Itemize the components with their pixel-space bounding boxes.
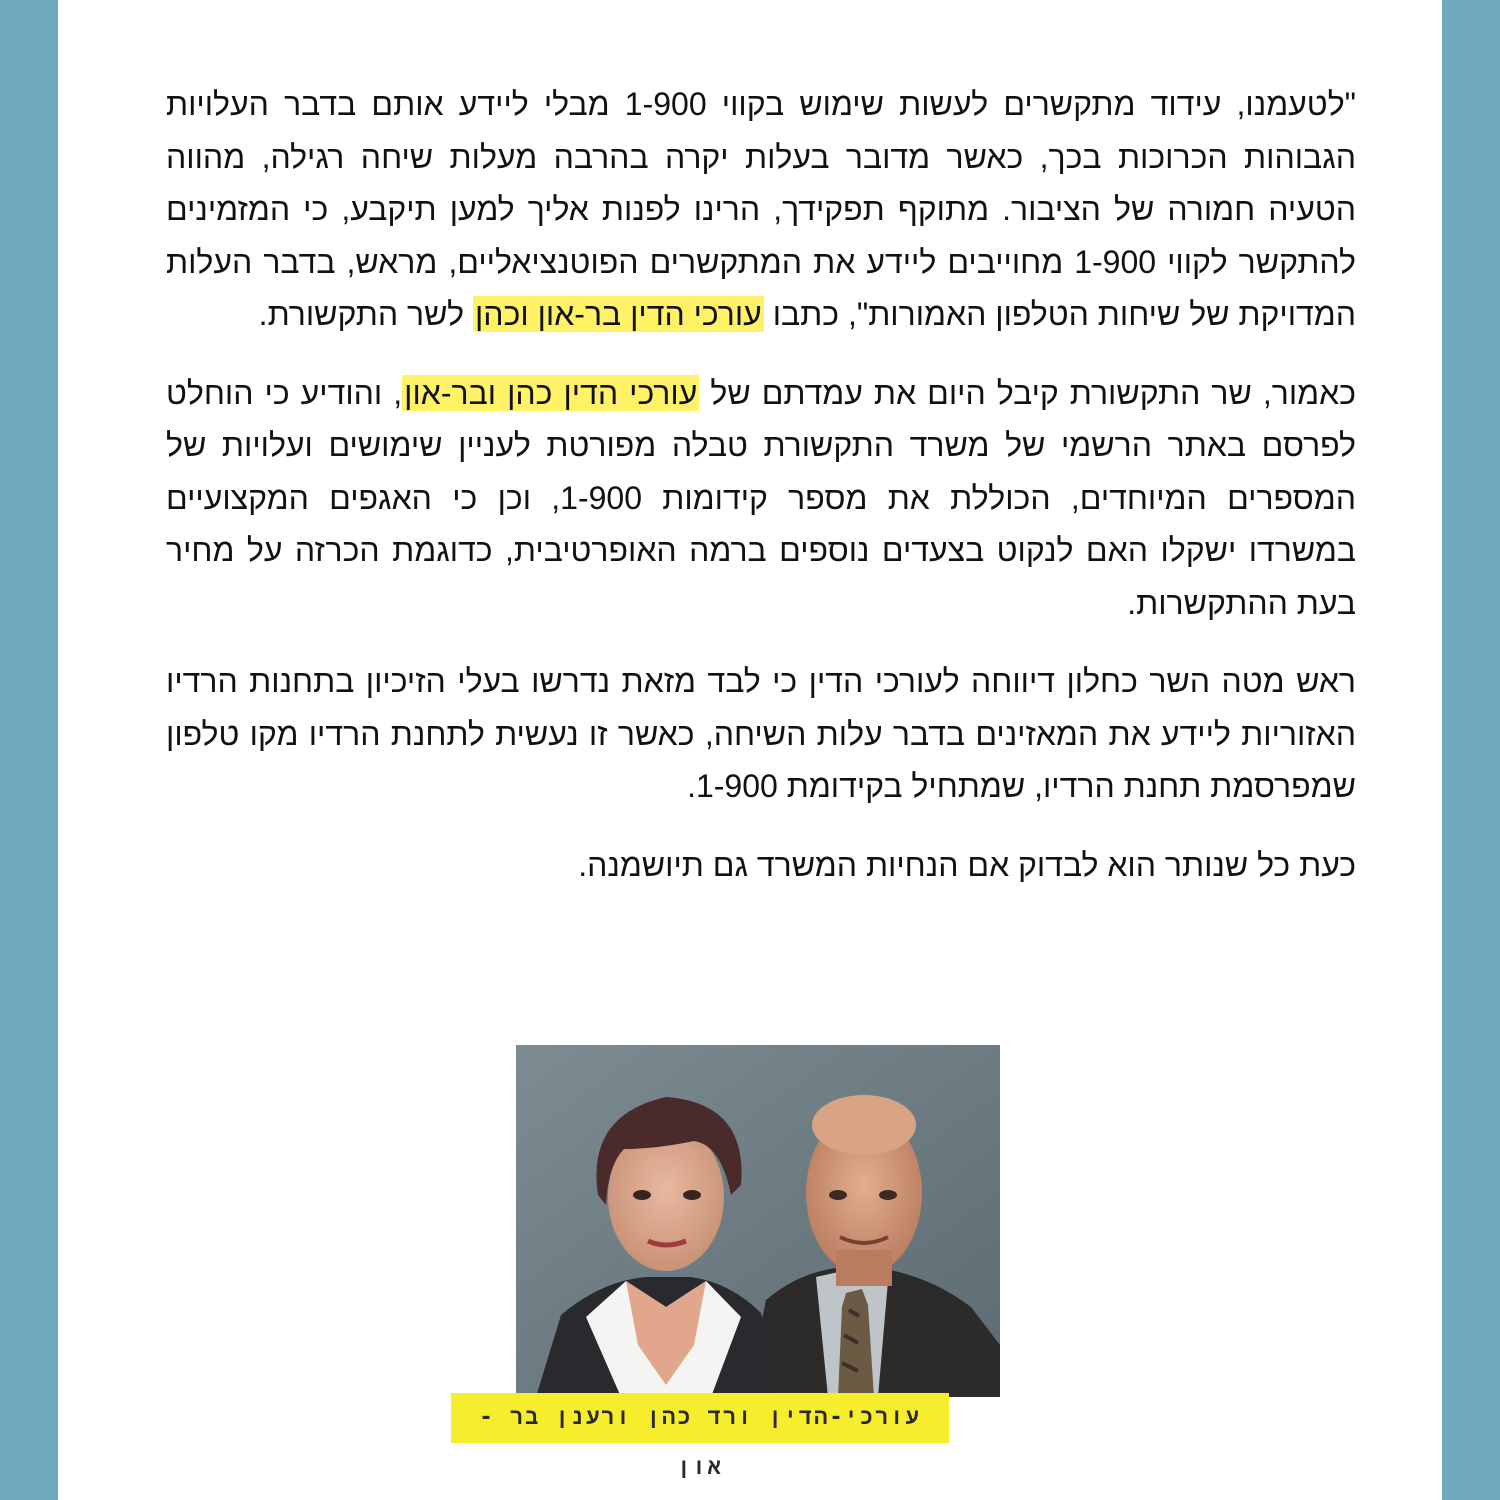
highlighted-lawyers-name: עורכי הדין בר-און וכהן [474,296,762,332]
photo-caption: עורכי-הדין ורד כהן ורענן בר - און [451,1393,949,1443]
paragraph-4: כעת כל שנותר הוא לבדוק אם הנחיות המשרד גם תיושמנה. [578,846,1356,883]
lawyers-photo [516,1045,1000,1397]
paragraph-1-ending: לשר התקשורת. [258,296,465,332]
article-body [166,78,1356,917]
paragraph-2 [166,367,1356,630]
paragraph-2-start: כאמור, שר התקשורת קיבל היום את עמדתם של [710,374,1357,411]
document-page [58,0,1442,1500]
highlighted-lawyers-name-2: עורכי הדין כהן ובר-און [404,374,698,411]
paragraph-1-text: "לטעמנו, עידוד מתקשרים לעשות שימוש בקווי 1-900 מבלי ליידע אותם בדבר העלויות הגבוהות הכרוכות בכך, כאשר מדובר בעלות יקרה בהרבה מעלות שיחה רגילה, מהווה הטעיה חמורה של הציבור. מתוקף תפקידך, הרינו לפנות אליך למען תיקבע, כי המזמינים להתקשר לקווי 1-900 מחוייבים ליידע את המתקשרים הפוטנציאליים, מראש, בדבר העלות המדויקת של שיחות הטלפון האמורות", כתבו [166,86,1357,332]
paragraph-3: ראש מטה השר כחלון דיווחה לעורכי הדין כי לבד מזאת נדרשו בעלי הזיכיון בתחנות הרדיו האזוריות ליידע את המאזינים בדבר עלות השיחה, כאשר זו נעשית לתחנת הרדיו מקו טלפון שמפרסמת תחנת הרדיו, שמתחיל בקידומת 1-900. [166,663,1356,804]
paragraph-2-text: , והודיע כי הוחלט לפרסם באתר הרשמי של משרד התקשורת טבלה מפורטת לעניין שימושים ועלויות של המספרים המיוחדים, הכוללת את מספר קידומות 1-900, וכן כי האגפים המקצועיים במשרדו ישקלו האם לנקוט בצעדים נוספים ברמה האופרטיבית, כדוגמת הכרזה על מחיר בעת ההתקשרות. [166,374,1357,621]
paragraph-1 [166,78,1356,341]
